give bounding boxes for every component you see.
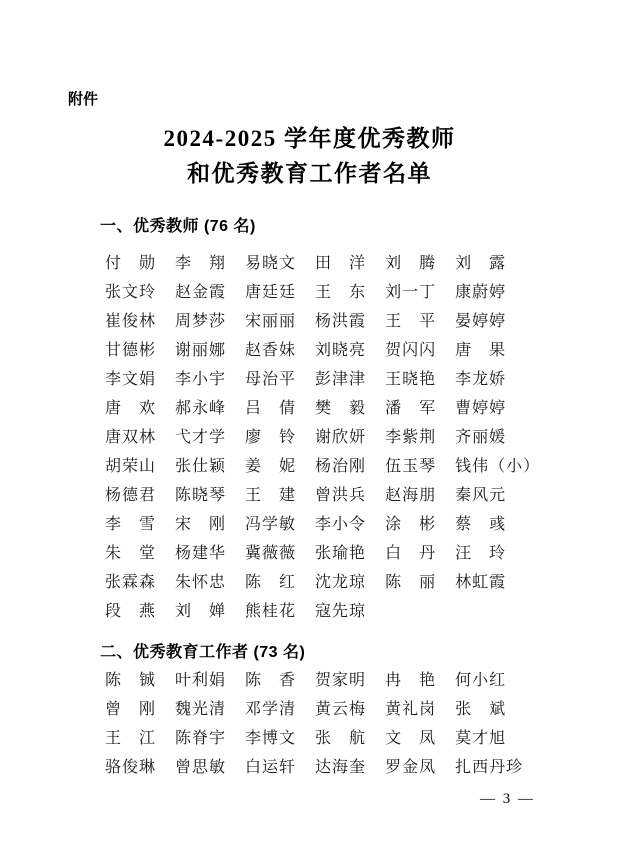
name-row xyxy=(105,392,599,421)
person-name: 谢丽娜 xyxy=(175,342,227,359)
person-name: 付 勋 xyxy=(105,255,157,272)
person-name: 朱怀忠 xyxy=(175,574,227,591)
person-name: 张 斌 xyxy=(455,701,507,718)
name-row xyxy=(105,305,599,334)
person-name: 陈脊宇 xyxy=(175,730,227,747)
section-heading-education-workers: 二、优秀教育工作者 (73 名) xyxy=(100,644,306,661)
person-name: 易晓文 xyxy=(245,255,297,272)
document-title-line1: 2024-2025 学年度优秀教师 xyxy=(163,126,456,151)
person-name: 陈晓琴 xyxy=(175,487,227,504)
person-name: 赵海朋 xyxy=(385,487,437,504)
document-title xyxy=(0,121,619,191)
person-name: 蔡 彧 xyxy=(455,516,507,533)
person-name: 晏婷婷 xyxy=(455,313,507,330)
person-name: 曾思敏 xyxy=(175,759,227,776)
person-name: 伍玉琴 xyxy=(385,458,437,475)
person-name: 王 江 xyxy=(105,730,157,747)
name-row xyxy=(105,751,599,780)
person-name: 唐 果 xyxy=(455,342,507,359)
person-name: 陈 红 xyxy=(245,574,297,591)
name-row xyxy=(105,537,599,566)
person-name: 林虹霞 xyxy=(455,574,507,591)
person-name: 张 航 xyxy=(315,730,367,747)
person-name: 杨治刚 xyxy=(315,458,367,475)
person-name: 陈 丽 xyxy=(385,574,437,591)
person-name: 弋才学 xyxy=(175,429,227,446)
person-name: 寇先琼 xyxy=(315,603,367,620)
person-name: 达海奎 xyxy=(315,759,367,776)
person-name: 李龙娇 xyxy=(455,371,507,388)
person-name: 母治平 xyxy=(245,371,297,388)
name-row xyxy=(105,247,599,276)
person-name: 罗金凤 xyxy=(385,759,437,776)
person-name: 田 洋 xyxy=(315,255,367,272)
person-name: 刘 露 xyxy=(455,255,507,272)
person-name: 黄礼岗 xyxy=(385,701,437,718)
person-name: 刘 婵 xyxy=(175,603,227,620)
education-workers-name-grid xyxy=(105,664,599,780)
person-name: 邓学清 xyxy=(245,701,297,718)
page-number: — 3 — xyxy=(480,791,535,807)
person-name: 彭津津 xyxy=(315,371,367,388)
person-name: 赵金霞 xyxy=(175,284,227,301)
name-row xyxy=(105,363,599,392)
person-name: 周梦莎 xyxy=(175,313,227,330)
person-name: 王 东 xyxy=(315,284,367,301)
person-name: 刘 腾 xyxy=(385,255,437,272)
name-row xyxy=(105,450,599,479)
person-name: 李 翔 xyxy=(175,255,227,272)
person-name: 李博文 xyxy=(245,730,297,747)
person-name: 唐双林 xyxy=(105,429,157,446)
person-name: 陈 铖 xyxy=(105,672,157,689)
person-name: 熊桂花 xyxy=(245,603,297,620)
person-name: 钱伟（小） xyxy=(455,458,541,475)
person-name: 涂 彬 xyxy=(385,516,437,533)
person-name: 叶利娟 xyxy=(175,672,227,689)
person-name: 王 建 xyxy=(245,487,297,504)
person-name: 宋 刚 xyxy=(175,516,227,533)
person-name: 冉 艳 xyxy=(385,672,437,689)
person-name: 朱 堂 xyxy=(105,545,157,562)
person-name: 白运轩 xyxy=(245,759,297,776)
person-name: 张仕颖 xyxy=(175,458,227,475)
person-name: 吕 倩 xyxy=(245,400,297,417)
person-name: 陈 香 xyxy=(245,672,297,689)
name-row xyxy=(105,566,599,595)
person-name: 沈龙琼 xyxy=(315,574,367,591)
person-name: 康蔚婷 xyxy=(455,284,507,301)
person-name: 姜 妮 xyxy=(245,458,297,475)
person-name: 冀薇薇 xyxy=(245,545,297,562)
name-row xyxy=(105,276,599,305)
person-name: 胡荣山 xyxy=(105,458,157,475)
person-name: 杨建华 xyxy=(175,545,227,562)
teachers-name-grid xyxy=(105,247,599,624)
person-name: 骆俊琳 xyxy=(105,759,157,776)
person-name: 文 凤 xyxy=(385,730,437,747)
name-row xyxy=(105,595,599,624)
person-name: 黄云梅 xyxy=(315,701,367,718)
person-name: 白 丹 xyxy=(385,545,437,562)
person-name: 樊 毅 xyxy=(315,400,367,417)
person-name: 潘 军 xyxy=(385,400,437,417)
person-name: 廖 铃 xyxy=(245,429,297,446)
person-name: 何小红 xyxy=(455,672,507,689)
person-name: 扎西丹珍 xyxy=(455,759,524,776)
person-name: 贺家明 xyxy=(315,672,367,689)
name-row xyxy=(105,508,599,537)
person-name: 唐廷廷 xyxy=(245,284,297,301)
person-name: 李小令 xyxy=(315,516,367,533)
person-name: 曾 刚 xyxy=(105,701,157,718)
name-row xyxy=(105,334,599,363)
person-name: 张瑜艳 xyxy=(315,545,367,562)
person-name: 李文娟 xyxy=(105,371,157,388)
person-name: 王晓艳 xyxy=(385,371,437,388)
person-name: 宋丽丽 xyxy=(245,313,297,330)
name-row xyxy=(105,722,599,751)
person-name: 李 雪 xyxy=(105,516,157,533)
section-heading-teachers: 一、优秀教师 (76 名) xyxy=(100,218,256,235)
person-name: 莫才旭 xyxy=(455,730,507,747)
person-name: 曾洪兵 xyxy=(315,487,367,504)
person-name: 贺闪闪 xyxy=(385,342,437,359)
person-name: 崔俊林 xyxy=(105,313,157,330)
person-name: 冯学敏 xyxy=(245,516,297,533)
person-name: 王 平 xyxy=(385,313,437,330)
person-name: 杨洪霞 xyxy=(315,313,367,330)
name-row xyxy=(105,664,599,693)
person-name: 杨德君 xyxy=(105,487,157,504)
person-name: 刘一丁 xyxy=(385,284,437,301)
person-name: 汪 玲 xyxy=(455,545,507,562)
name-row xyxy=(105,479,599,508)
document-title-line2: 和优秀教育工作者名单 xyxy=(187,161,432,186)
person-name: 段 燕 xyxy=(105,603,157,620)
person-name: 谢欣妍 xyxy=(315,429,367,446)
person-name: 齐丽媛 xyxy=(455,429,507,446)
person-name: 赵香妹 xyxy=(245,342,297,359)
person-name: 甘德彬 xyxy=(105,342,157,359)
person-name: 张文玲 xyxy=(105,284,157,301)
name-row xyxy=(105,421,599,450)
person-name: 李紫荆 xyxy=(385,429,437,446)
person-name: 张霖森 xyxy=(105,574,157,591)
attachment-label: 附件 xyxy=(68,91,99,108)
person-name: 秦风元 xyxy=(455,487,507,504)
person-name: 唐 欢 xyxy=(105,400,157,417)
person-name: 刘晓亮 xyxy=(315,342,367,359)
person-name: 郝永峰 xyxy=(175,400,227,417)
person-name: 魏光清 xyxy=(175,701,227,718)
person-name: 曹婷婷 xyxy=(455,400,507,417)
name-row xyxy=(105,693,599,722)
person-name: 李小宇 xyxy=(175,371,227,388)
